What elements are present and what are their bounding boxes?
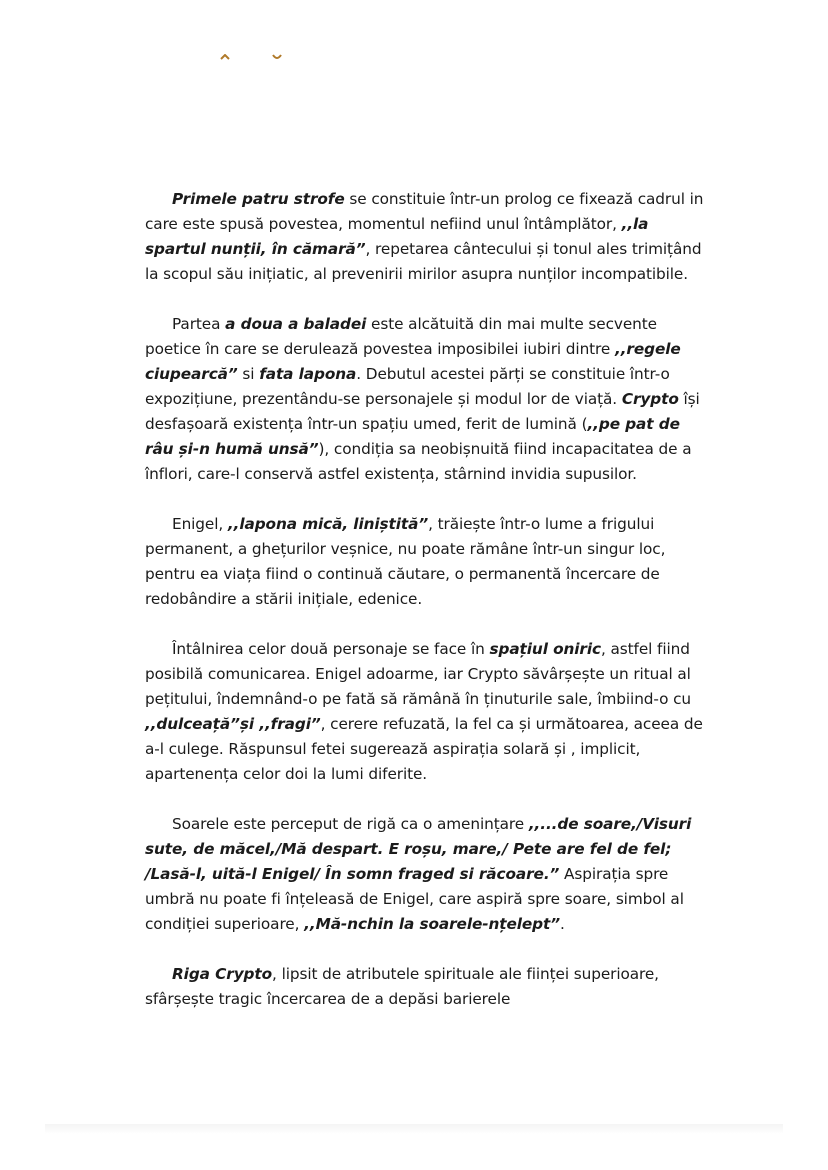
paragraph — [145, 187, 705, 287]
emphasis-text: Riga Crypto — [172, 965, 273, 983]
emphasis-text: ,,lapona mică, liniștită” — [227, 515, 429, 533]
paragraph — [145, 512, 705, 612]
paragraph — [145, 637, 705, 787]
body-text: Partea — [172, 315, 226, 333]
body-text: , lipsit de atributele spirituale ale ființei superioare, sfârșește tragic încercarea de a depăsi barierele — [145, 965, 659, 1008]
body-text: Enigel, — [172, 515, 228, 533]
emphasis-text: ,,dulceață”și ,,fragi” — [145, 715, 321, 733]
caret-mark-icon — [220, 54, 230, 60]
paragraph — [145, 962, 705, 1012]
body-text: si — [237, 365, 260, 383]
body-text: . Debutul acestei părți se constituie într-o expozițiune, prezentându-se personajele și modul lor de viață. — [145, 365, 670, 408]
emphasis-text: ,,la spartul nunții, în cămară” — [145, 215, 649, 258]
emphasis-text: ,,regele ciupearcă” — [145, 340, 681, 383]
paragraph — [145, 312, 705, 487]
body-text: . — [560, 915, 565, 933]
emphasis-text: Crypto — [621, 390, 679, 408]
body-text: se constituie într-un prolog ce fixează cadrul in care este spusă povestea, momentul nefiind unul întâmplător, — [145, 190, 704, 233]
body-text: Întâlnirea celor două personaje se face în — [172, 640, 490, 658]
emphasis-text: ,,Mă-nchin la soarele-nțelept” — [304, 915, 561, 933]
emphasis-text: fata lapona — [259, 365, 357, 383]
breve-mark-icon — [272, 54, 282, 60]
emphasis-text: Primele patru strofe — [172, 190, 345, 208]
emphasis-text: a doua a baladei — [225, 315, 367, 333]
body-text: Aspirația spre umbră nu poate fi înțeleasă de Enigel, care aspiră spre soare, simbol al condiției superioare, — [145, 865, 684, 933]
header-decoration — [208, 52, 298, 66]
emphasis-text: ,,...de soare,/Visuri sute, de măcel,/Mă despart. E roșu, mare,/ Pete are fel de fel; /Lasă-l, uită-l Enigel/ În somn fraged si răcoare.” — [145, 815, 692, 883]
body-text: , cerere refuzată, la fel ca și următoarea, aceea de a-l culege. Răspunsul fetei sugerează aspirația solară și , implicit, apartenența celor doi la lumi diferite. — [145, 715, 703, 783]
body-text: , repetarea cântecului și tonul ales trimițând la scopul său inițiatic, al prevenirii mirilor asupra nunților incompatibile. — [145, 240, 702, 283]
body-text: este alcătuită din mai multe secvente poetice în care se derulează povestea imposibilei iubiri dintre — [145, 315, 657, 358]
body-text: Soarele este perceput de rigă ca o amenințare — [172, 815, 529, 833]
emphasis-text: ,,pe pat de râu și-n humă unsă” — [145, 415, 680, 458]
document-body — [145, 187, 705, 1037]
body-text: , astfel fiind posibilă comunicarea. Enigel adoarme, iar Crypto săvârșește un ritual al pețitului, îndemnând-o pe fată să rămână în ținuturile sale, îmbiind-o cu — [145, 640, 692, 708]
body-text: , trăiește într-o lume a frigului permanent, a ghețurilor veșnice, nu poate rămâne într-un singur loc, pentru ea viața fiind o continuă căutare, o permanentă încercare de redobândire a stării inițiale, edenice. — [145, 515, 666, 608]
body-text: ), condiția sa neobișnuită fiind incapacitatea de a înflori, care-l conservă astfel existența, stârnind invidia supusilor. — [145, 440, 692, 483]
body-text: își desfașoară existența într-un spațiu umed, ferit de lumină ( — [145, 390, 700, 433]
page-bottom-edge — [45, 1124, 783, 1134]
emphasis-text: spațiul oniric — [489, 640, 601, 658]
paragraph — [145, 812, 705, 937]
